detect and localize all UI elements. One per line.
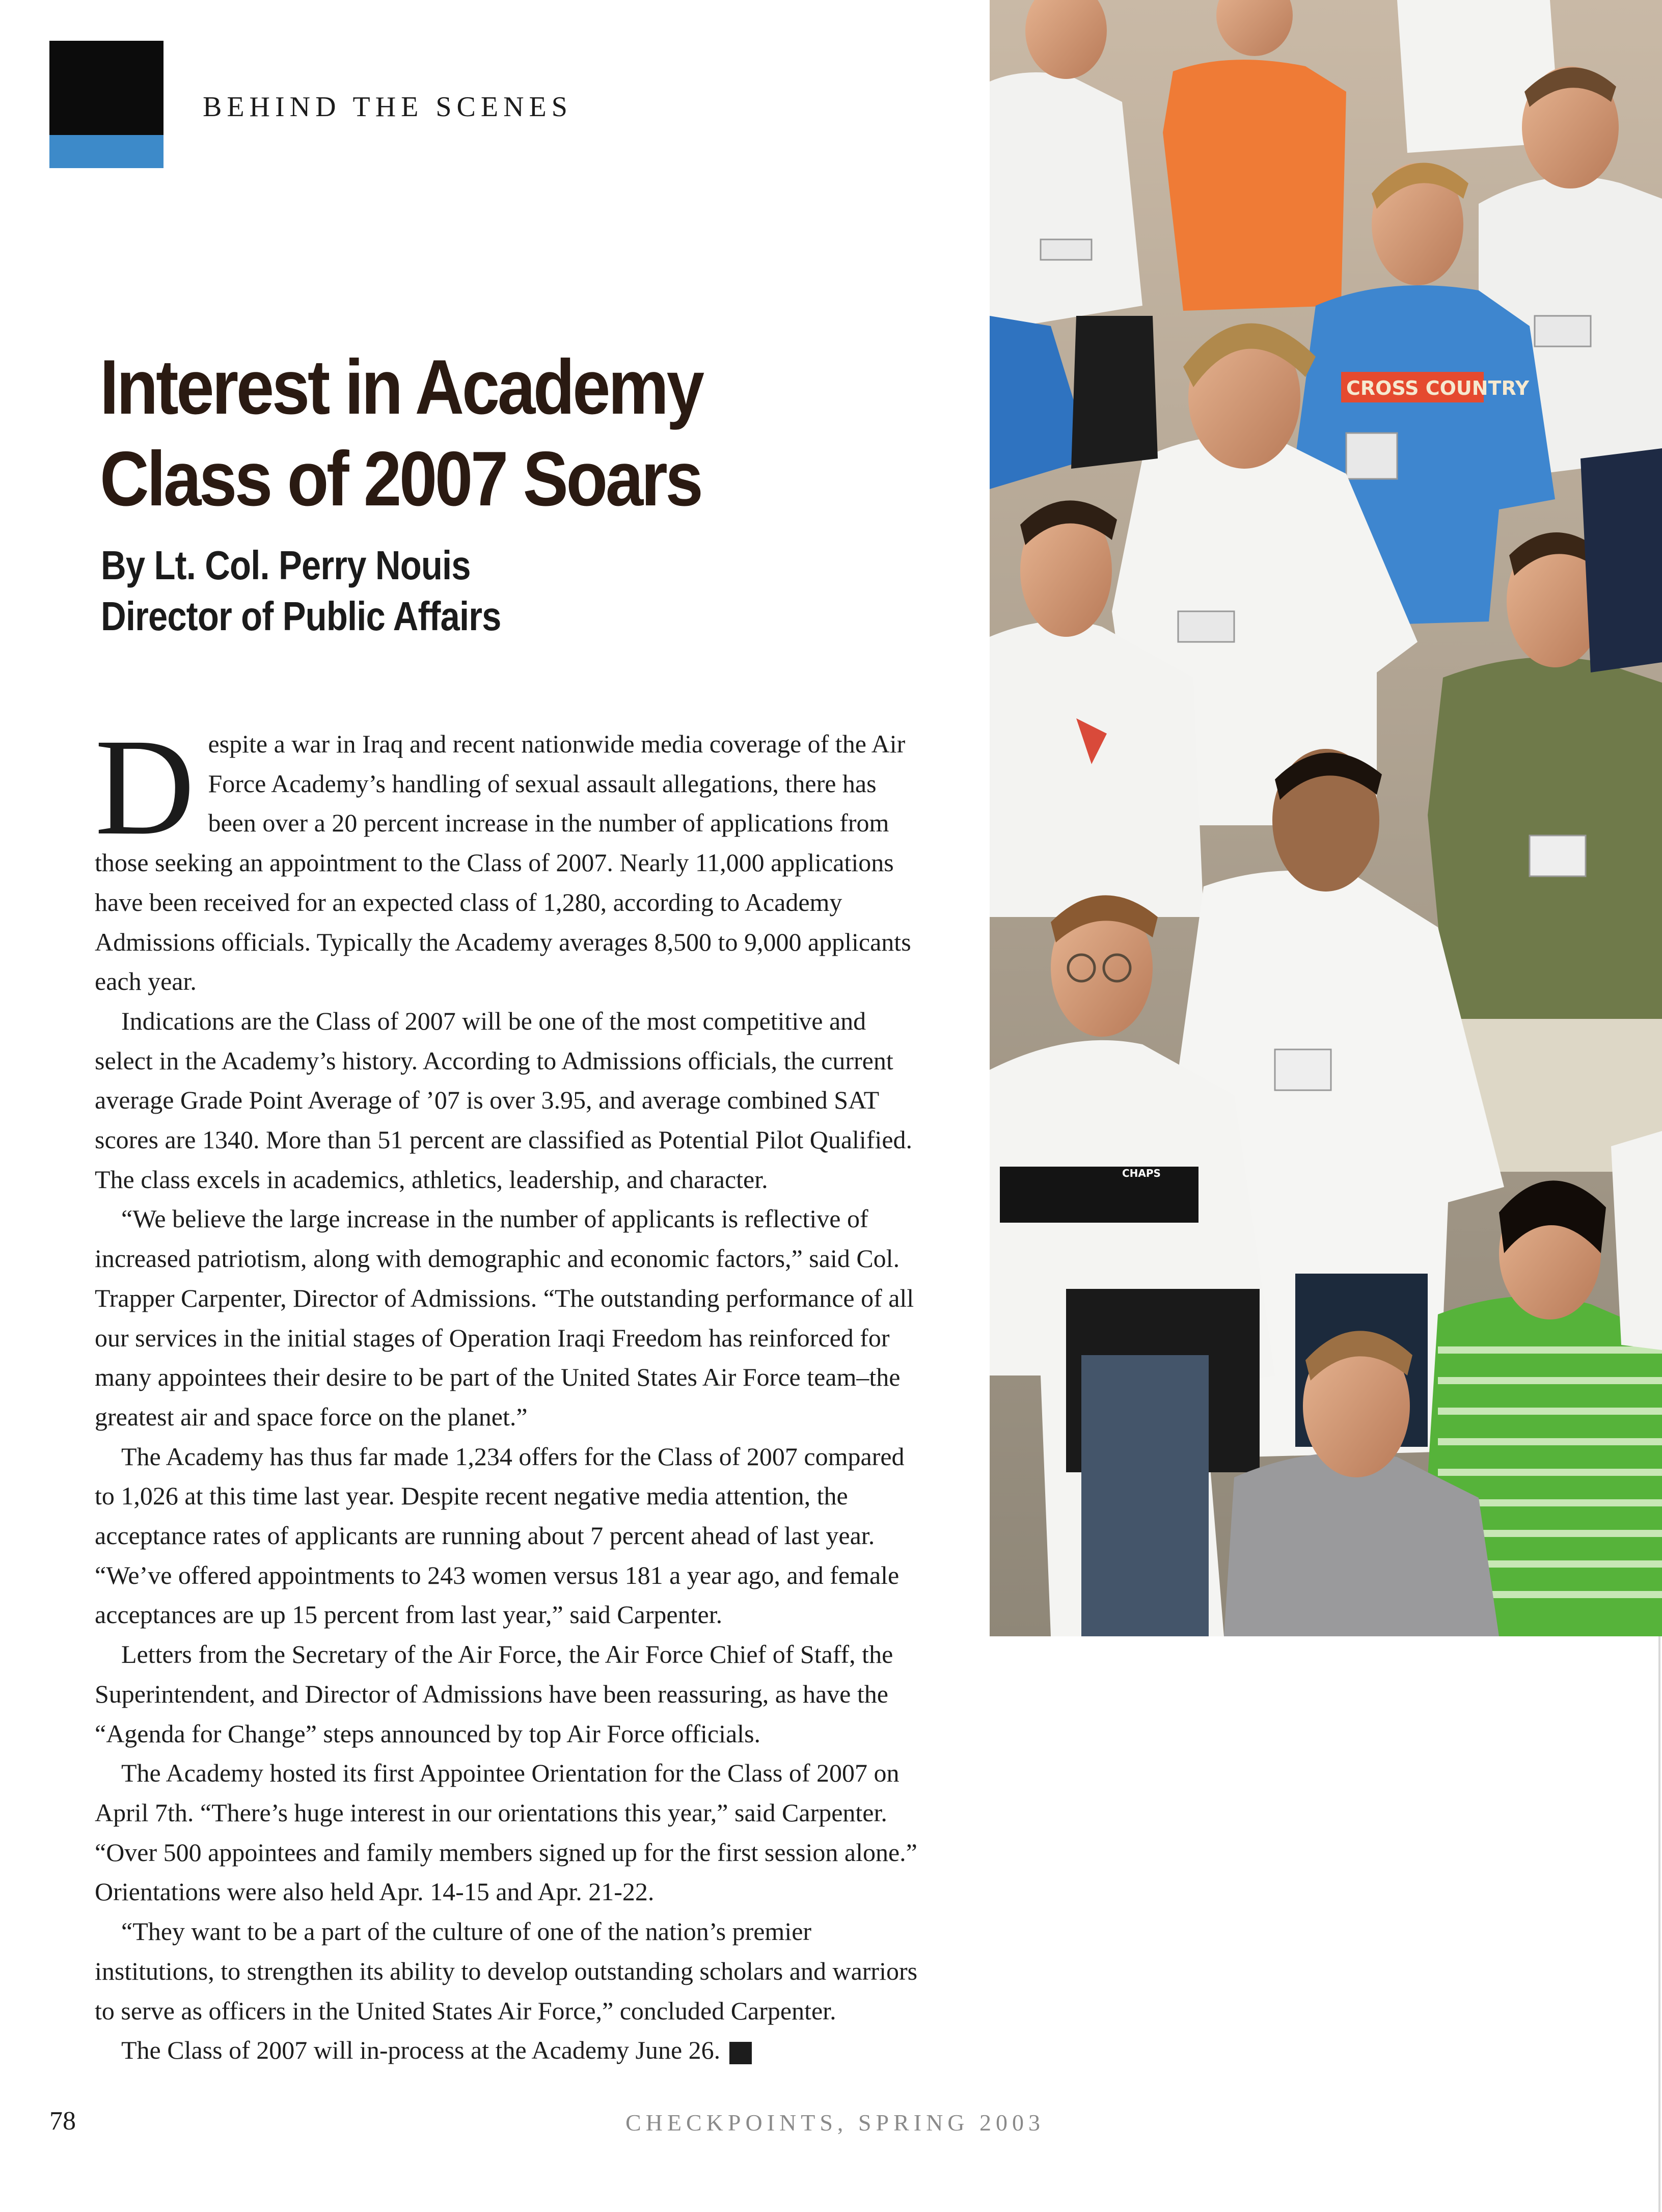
article-byline [101,540,714,642]
paragraph-7: “They want to be a part of the culture of one of the nation’s premier institutions, to strengthen its ability to develop outstanding scholars and warriors to serve as officers in the United States Air Force,” concluded Carpenter. [95,1917,918,2025]
byline-role: Director of Public Affairs [101,594,501,639]
shirt-text: CROSS COUNTRY [1346,377,1530,399]
end-mark-icon: ✓ [729,2042,752,2064]
cadet-crowd-photo [990,0,1662,1636]
color-block-blue [49,135,164,168]
article-title [100,341,839,525]
section-label: BEHIND THE SCENES [203,91,573,123]
paragraph-8-text: The Class of 2007 will in-process at the Academy June 26. [121,2036,721,2065]
color-block-black [49,41,164,135]
section-color-block [49,41,164,168]
page-number: 78 [49,2107,76,2136]
paragraph-8 [95,2031,926,2070]
article-title-line-2: Class of 2007 Soars [100,436,701,522]
publication-footer: CHECKPOINTS, SPRING 2003 [625,2110,1045,2136]
paragraph-4: The Academy has thus far made 1,234 offers for the Class of 2007 compared to 1,026 at this time last year. Despite recent negative media attention, the acceptance rates of applicants are running about 7 percent ahead of last year. “We’ve offered appointments to 243 women versus 181 a year ago, and female acceptances are up 15 percent from last year,” said Carpenter. [95,1442,905,1629]
paragraph-2: Indications are the Class of 2007 will be one of the most competitive and select in the Academy’s history. According to Admissions officials, the current average Grade Point Average of ’07 is over 3.95, and average combined SAT scores are 1340. More than 51 percent are classified as Potential Pilot Qualified. The class excels in academics, athletics, leadership, and character. [95,1006,913,1194]
drop-cap: D [95,710,195,864]
edge-rule [1658,1636,1660,2212]
paragraph-1 [95,710,926,1002]
article-title-line-1: Interest in Academy [100,344,702,430]
article-body [95,710,926,2070]
paragraph-5: Letters from the Secretary of the Air Force, the Air Force Chief of Staff, the Superintendent, and Director of Admissions have been reassuring, as have the “Agenda for Change” steps announced by top Air Force officials. [95,1640,893,1748]
paragraph-1-text: espite a war in Iraq and recent nationwide media coverage of the Air Force Academy’s handling of sexual assault allegations, there has been over a 20 percent increase in the number of applications from those seeking an appointment to the Class of 2007. Nearly 11,000 applications have been received for an expected class of 1,280, according to Academy Admissions officials. Typically the Academy averages 8,500 to 9,000 applicants each year. [95,730,911,996]
person-backpack-left [1071,316,1158,469]
byline-author: By Lt. Col. Perry Nouis [101,543,471,588]
paragraph-6: The Academy hosted its first Appointee Orientation for the Class of 2007 on April 7th. “There’s huge interest in our orientations this year,” said Carpenter. “Over 500 appointees and family members signed up for the first session alone.” Orientations were also held Apr. 14-15 and Apr. 21-22. [95,1759,917,1906]
paragraph-3: “We believe the large increase in the number of applicants is reflective of increased patriotism, along with demographic and economic factors,” said Col. Trapper Carpenter, Director of Admissions. “The outstanding performance of all our services in the initial stages of Operation Iraqi Freedom has reinforced for many appointees their desire to be part of the United States Air Force team–the greatest air and space force on the planet.” [95,1204,914,1431]
bag-text: CHAPS [1122,1167,1161,1179]
